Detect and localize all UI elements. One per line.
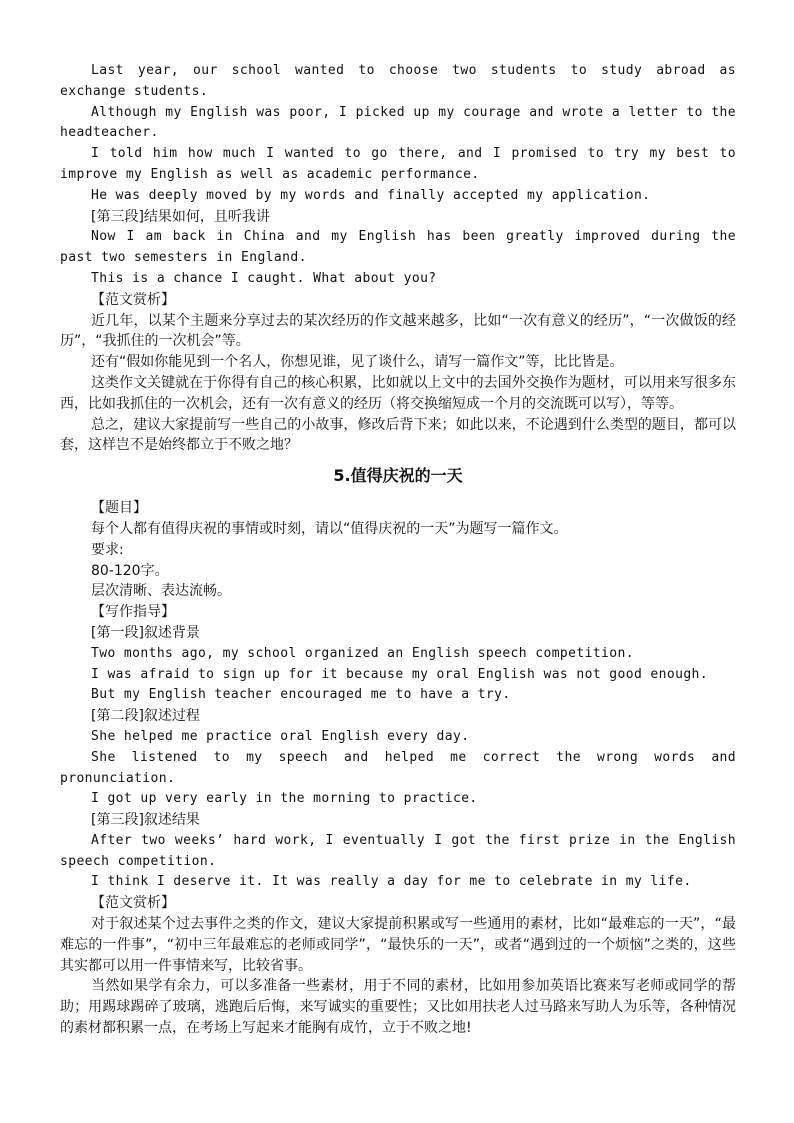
paragraph: 当然如果学有余力，可以多准备一些素材，用于不同的素材，比如用参加英语比赛来写老师或同学的帮助；用踢球踢碎了玻璃，逃跑后后悔，来写诚实的重要性；又比如用扶老人过马路来写助人为乐等，各种情况的素材都积累一点，在考场上写起来才能胸有成竹，立于不败之地! [60,978,736,1037]
section-label: 【题目】 [91,500,147,517]
paragraph: But my English teacher encouraged me to have a try. [91,687,511,703]
paragraph: This is a chance I caught. What about you? [91,270,437,286]
paragraph: 这类作文关键就在于你得有自己的核心积累，比如就以上文中的去国外交换作为题材，可以用来写很多东西，比如我抓住的一次机会，还有一次有意义的经历（将交换缩短成一个月的交流既可以写），等等。 [60,374,736,412]
paragraph: He was deeply moved by my words and finally accepted my application. [91,187,651,203]
paragraph: I told him how much I wanted to go there, and I promised to try my best to improve my English as well as academic performance. [60,146,745,182]
paragraph: Two months ago, my school organized an English speech competition. [91,645,634,661]
paragraph: Now I am back in China and my English has been greatly improved during the past two semesters in England. [60,229,745,266]
paragraph: I was afraid to sign up for it because my oral English was not good enough. [91,666,708,682]
paragraph-label: [第三段]结果如何，且听我讲 [91,208,270,225]
section-label: 【范文赏析】 [91,291,175,308]
paragraph: 每个人都有值得庆祝的事情或时刻，请以“值得庆祝的一天”为题写一篇作文。 [91,520,568,537]
section-heading: 5.值得庆祝的一天 [333,466,463,486]
paragraph: Last year, our school wanted to choose two students to study abroad as exchange students. [60,63,745,99]
section-label: 【范文赏析】 [91,895,175,912]
paragraph: She listened to my speech and helped me correct the wrong words and pronunciation. [60,749,745,786]
paragraph: 还有“假如你能见到一个名人，你想见谁，见了谈什么，请写一篇作文”等，比比皆是。 [91,354,624,371]
paragraph: I got up very early in the morning to practice. [91,791,478,807]
paragraph: 要求: [91,541,124,558]
paragraph-label: [第二段]叙述过程 [91,708,200,725]
paragraph: I think I deserve it. It was really a day for me to celebrate in my life. [91,874,692,890]
paragraph-label: [第三段]叙述结果 [91,812,200,829]
paragraph-label: [第一段]叙述背景 [91,624,200,641]
paragraph: 层次清晰、表达流畅。 [91,583,231,600]
paragraph: 对于叙述某个过去事件之类的作文，建议大家提前积累或写一些通用的素材，比如“最难忘的一天”，“最难忘的一件事”，“初中三年最难忘的老师或同学”，“最快乐的一天”，或者“遇到过的一个烦恼”之类的，这些其实都可以用一件事情来写，比较省事。 [60,916,736,974]
paragraph: 80-120字。 [91,562,169,579]
paragraph: 总之，建议大家提前写一些自己的小故事，修改后背下来；如此以来，不论遇到什么类型的题目，都可以套，这样岂不是始终都立于不败之地？ [60,416,736,454]
paragraph: 近几年，以某个主题来分享过去的某次经历的作文越来越多，比如“一次有意义的经历”，“一次做饭的经历”，“我抓住的一次机会”等。 [60,312,736,350]
paragraph: After two weeks’ hard work, I eventually I got the first prize in the English speech competition. [60,832,745,869]
paragraph: She helped me practice oral English every day. [91,728,470,744]
section-label: 【写作指导】 [91,604,175,621]
paragraph: Although my English was poor, I picked up my courage and wrote a letter to the headteacher. [60,104,745,141]
document-page [60,61,745,1039]
